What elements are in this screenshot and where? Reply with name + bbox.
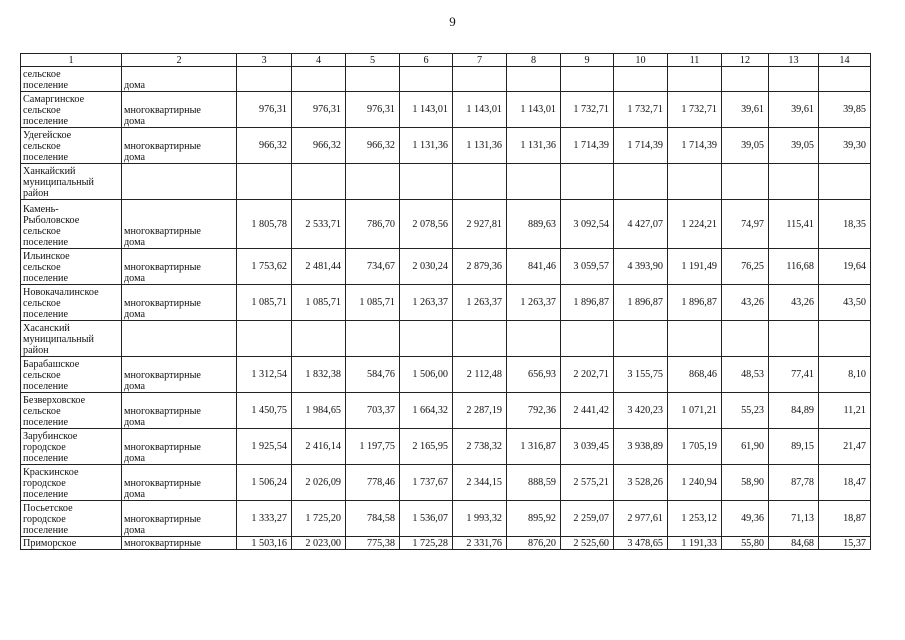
value-cell-col-12 — [722, 164, 769, 200]
value-cell-col-5 — [346, 164, 400, 200]
building-type-cell: многоквартирные дома — [122, 429, 237, 465]
value-cell-col-6: 1 143,01 — [400, 92, 453, 128]
value-cell-col-7: 2 344,15 — [453, 465, 507, 501]
settlement-name-cell: Новокачалинское сельское поселение — [21, 285, 122, 321]
value-cell-col-10: 3 420,23 — [614, 393, 668, 429]
value-cell-col-12: 43,26 — [722, 285, 769, 321]
value-cell-col-8 — [507, 321, 561, 357]
settlement-name-cell: Посьетское городское поселение — [21, 501, 122, 537]
value-cell-col-13: 39,61 — [769, 92, 819, 128]
value-cell-col-14: 43,50 — [819, 285, 871, 321]
table-row — [21, 285, 871, 321]
table-row — [21, 67, 871, 92]
value-cell-col-13: 87,78 — [769, 465, 819, 501]
column-header-5: 5 — [346, 54, 400, 67]
value-cell-col-6: 1 506,00 — [400, 357, 453, 393]
value-cell-col-4: 2 026,09 — [292, 465, 346, 501]
value-cell-col-4: 1 984,65 — [292, 393, 346, 429]
building-type-cell: многоквартирные дома — [122, 249, 237, 285]
value-cell-col-14: 18,47 — [819, 465, 871, 501]
value-cell-col-3: 1 506,24 — [237, 465, 292, 501]
settlement-name-cell: сельское поселение — [21, 67, 122, 92]
settlement-name-cell: Барабашское сельское поселение — [21, 357, 122, 393]
value-cell-col-7: 1 993,32 — [453, 501, 507, 537]
value-cell-col-9: 2 525,60 — [561, 537, 614, 550]
value-cell-col-11 — [668, 67, 722, 92]
settlement-name-cell: Камень- Рыболовское сельское поселение — [21, 200, 122, 249]
value-cell-col-5 — [346, 67, 400, 92]
building-type-cell: многоквартирные дома — [122, 465, 237, 501]
value-cell-col-13: 115,41 — [769, 200, 819, 249]
building-type-cell: дома — [122, 67, 237, 92]
value-cell-col-5: 703,37 — [346, 393, 400, 429]
value-cell-col-3: 1 333,27 — [237, 501, 292, 537]
value-cell-col-4 — [292, 67, 346, 92]
value-cell-col-4: 976,31 — [292, 92, 346, 128]
value-cell-col-4: 2 416,14 — [292, 429, 346, 465]
value-cell-col-10: 2 977,61 — [614, 501, 668, 537]
table-row — [21, 92, 871, 128]
value-cell-col-11: 1 240,94 — [668, 465, 722, 501]
building-type-cell — [122, 164, 237, 200]
value-cell-col-5: 778,46 — [346, 465, 400, 501]
table-row — [21, 164, 871, 200]
value-cell-col-6: 2 165,95 — [400, 429, 453, 465]
table-row — [21, 501, 871, 537]
value-cell-col-7: 2 287,19 — [453, 393, 507, 429]
table-row — [21, 321, 871, 357]
column-header-3: 3 — [237, 54, 292, 67]
table-row — [21, 357, 871, 393]
column-header-14: 14 — [819, 54, 871, 67]
value-cell-col-13: 71,13 — [769, 501, 819, 537]
value-cell-col-5: 1 197,75 — [346, 429, 400, 465]
value-cell-col-5: 584,76 — [346, 357, 400, 393]
value-cell-col-4: 2 023,00 — [292, 537, 346, 550]
value-cell-col-9: 1 896,87 — [561, 285, 614, 321]
value-cell-col-5: 775,38 — [346, 537, 400, 550]
column-header-1: 1 — [21, 54, 122, 67]
value-cell-col-4: 966,32 — [292, 128, 346, 164]
value-cell-col-3 — [237, 321, 292, 357]
settlement-name-cell: Ильинское сельское поселение — [21, 249, 122, 285]
value-cell-col-11: 1 253,12 — [668, 501, 722, 537]
value-cell-col-10 — [614, 67, 668, 92]
value-cell-col-8: 889,63 — [507, 200, 561, 249]
value-cell-col-10: 3 938,89 — [614, 429, 668, 465]
value-cell-col-11: 1 071,21 — [668, 393, 722, 429]
value-cell-col-5: 734,67 — [346, 249, 400, 285]
value-cell-col-11: 1 224,21 — [668, 200, 722, 249]
value-cell-col-10: 4 427,07 — [614, 200, 668, 249]
value-cell-col-14 — [819, 321, 871, 357]
value-cell-col-4 — [292, 321, 346, 357]
table-row — [21, 465, 871, 501]
value-cell-col-13: 84,89 — [769, 393, 819, 429]
value-cell-col-5: 966,32 — [346, 128, 400, 164]
value-cell-col-4: 1 725,20 — [292, 501, 346, 537]
value-cell-col-4 — [292, 164, 346, 200]
value-cell-col-10: 1 732,71 — [614, 92, 668, 128]
value-cell-col-3: 1 925,54 — [237, 429, 292, 465]
value-cell-col-9: 2 202,71 — [561, 357, 614, 393]
value-cell-col-10 — [614, 321, 668, 357]
value-cell-col-6 — [400, 164, 453, 200]
value-cell-col-10: 1 896,87 — [614, 285, 668, 321]
value-cell-col-12: 48,53 — [722, 357, 769, 393]
value-cell-col-14 — [819, 164, 871, 200]
value-cell-col-5: 784,58 — [346, 501, 400, 537]
column-header-12: 12 — [722, 54, 769, 67]
value-cell-col-11: 1 191,33 — [668, 537, 722, 550]
building-type-cell: многоквартирные дома — [122, 357, 237, 393]
value-cell-col-10: 3 528,26 — [614, 465, 668, 501]
value-cell-col-11 — [668, 321, 722, 357]
value-cell-col-10: 1 714,39 — [614, 128, 668, 164]
value-cell-col-8: 876,20 — [507, 537, 561, 550]
value-cell-col-7 — [453, 164, 507, 200]
value-cell-col-5: 786,70 — [346, 200, 400, 249]
building-type-cell: многоквартирные дома — [122, 285, 237, 321]
column-header-7: 7 — [453, 54, 507, 67]
value-cell-col-14: 15,37 — [819, 537, 871, 550]
value-cell-col-14 — [819, 67, 871, 92]
table-row — [21, 128, 871, 164]
value-cell-col-12: 39,05 — [722, 128, 769, 164]
page-number: 9 — [449, 14, 456, 29]
value-cell-col-9: 1 732,71 — [561, 92, 614, 128]
table-row — [21, 429, 871, 465]
value-cell-col-3: 1 753,62 — [237, 249, 292, 285]
value-cell-col-7: 2 879,36 — [453, 249, 507, 285]
value-cell-col-13 — [769, 321, 819, 357]
column-header-8: 8 — [507, 54, 561, 67]
value-cell-col-8: 792,36 — [507, 393, 561, 429]
value-cell-col-8: 1 143,01 — [507, 92, 561, 128]
settlement-name-cell: Приморское — [21, 537, 122, 550]
value-cell-col-13: 77,41 — [769, 357, 819, 393]
value-cell-col-13 — [769, 67, 819, 92]
value-cell-col-12: 39,61 — [722, 92, 769, 128]
value-cell-col-4: 1 085,71 — [292, 285, 346, 321]
value-cell-col-12 — [722, 321, 769, 357]
value-cell-col-8: 656,93 — [507, 357, 561, 393]
settlement-name-cell: Безверховское сельское поселение — [21, 393, 122, 429]
column-header-13: 13 — [769, 54, 819, 67]
value-cell-col-5: 976,31 — [346, 92, 400, 128]
value-cell-col-3: 1 450,75 — [237, 393, 292, 429]
value-cell-col-14: 39,30 — [819, 128, 871, 164]
value-cell-col-7: 1 263,37 — [453, 285, 507, 321]
header-row — [21, 54, 871, 67]
value-cell-col-4: 2 533,71 — [292, 200, 346, 249]
settlement-name-cell: Хасанский муниципальный район — [21, 321, 122, 357]
value-cell-col-12: 61,90 — [722, 429, 769, 465]
table-row — [21, 393, 871, 429]
value-cell-col-7 — [453, 321, 507, 357]
value-cell-col-8: 888,59 — [507, 465, 561, 501]
value-cell-col-9 — [561, 67, 614, 92]
value-cell-col-7: 1 131,36 — [453, 128, 507, 164]
value-cell-col-14: 8,10 — [819, 357, 871, 393]
value-cell-col-11: 1 705,19 — [668, 429, 722, 465]
building-type-cell: многоквартирные дома — [122, 200, 237, 249]
value-cell-col-13: 84,68 — [769, 537, 819, 550]
value-cell-col-8: 1 263,37 — [507, 285, 561, 321]
value-cell-col-14: 39,85 — [819, 92, 871, 128]
settlement-name-cell: Ханкайский муниципальный район — [21, 164, 122, 200]
value-cell-col-7: 1 143,01 — [453, 92, 507, 128]
settlement-name-cell: Удегейское сельское поселение — [21, 128, 122, 164]
value-cell-col-3 — [237, 67, 292, 92]
value-cell-col-4: 2 481,44 — [292, 249, 346, 285]
settlement-name-cell: Самаргинское сельское поселение — [21, 92, 122, 128]
value-cell-col-9 — [561, 321, 614, 357]
value-cell-col-14: 18,87 — [819, 501, 871, 537]
table-row — [21, 249, 871, 285]
value-cell-col-6: 2 030,24 — [400, 249, 453, 285]
value-cell-col-6 — [400, 321, 453, 357]
value-cell-col-14: 18,35 — [819, 200, 871, 249]
value-cell-col-5: 1 085,71 — [346, 285, 400, 321]
value-cell-col-13: 39,05 — [769, 128, 819, 164]
value-cell-col-9: 3 059,57 — [561, 249, 614, 285]
settlement-name-cell: Зарубинское городское поселение — [21, 429, 122, 465]
settlement-name-cell: Краскинское городское поселение — [21, 465, 122, 501]
value-cell-col-11: 868,46 — [668, 357, 722, 393]
value-cell-col-3: 1 805,78 — [237, 200, 292, 249]
value-cell-col-6 — [400, 67, 453, 92]
table-row — [21, 200, 871, 249]
value-cell-col-13 — [769, 164, 819, 200]
building-type-cell: многоквартирные дома — [122, 92, 237, 128]
value-cell-col-7: 2 927,81 — [453, 200, 507, 249]
value-cell-col-12: 74,97 — [722, 200, 769, 249]
value-cell-col-11 — [668, 164, 722, 200]
value-cell-col-3 — [237, 164, 292, 200]
value-cell-col-10: 3 155,75 — [614, 357, 668, 393]
value-cell-col-9: 2 575,21 — [561, 465, 614, 501]
building-type-cell: многоквартирные дома — [122, 128, 237, 164]
table-row — [21, 537, 871, 550]
value-cell-col-12: 49,36 — [722, 501, 769, 537]
column-header-6: 6 — [400, 54, 453, 67]
value-cell-col-8: 1 131,36 — [507, 128, 561, 164]
value-cell-col-6: 1 131,36 — [400, 128, 453, 164]
value-cell-col-8: 1 316,87 — [507, 429, 561, 465]
value-cell-col-9: 1 714,39 — [561, 128, 614, 164]
building-type-cell: многоквартирные — [122, 537, 237, 550]
value-cell-col-4: 1 832,38 — [292, 357, 346, 393]
value-cell-col-11: 1 732,71 — [668, 92, 722, 128]
value-cell-col-7: 2 331,76 — [453, 537, 507, 550]
value-cell-col-10 — [614, 164, 668, 200]
value-cell-col-8: 841,46 — [507, 249, 561, 285]
value-cell-col-9: 2 259,07 — [561, 501, 614, 537]
value-cell-col-11: 1 896,87 — [668, 285, 722, 321]
value-cell-col-12: 76,25 — [722, 249, 769, 285]
value-cell-col-9: 3 039,45 — [561, 429, 614, 465]
value-cell-col-3: 1 085,71 — [237, 285, 292, 321]
value-cell-col-12: 58,90 — [722, 465, 769, 501]
value-cell-col-13: 89,15 — [769, 429, 819, 465]
building-type-cell — [122, 321, 237, 357]
value-cell-col-7: 2 112,48 — [453, 357, 507, 393]
value-cell-col-9: 3 092,54 — [561, 200, 614, 249]
value-cell-col-6: 2 078,56 — [400, 200, 453, 249]
value-cell-col-8: 895,92 — [507, 501, 561, 537]
value-cell-col-6: 1 737,67 — [400, 465, 453, 501]
value-cell-col-3: 1 312,54 — [237, 357, 292, 393]
value-cell-col-3: 976,31 — [237, 92, 292, 128]
value-cell-col-11: 1 191,49 — [668, 249, 722, 285]
value-cell-col-8 — [507, 164, 561, 200]
value-cell-col-6: 1 263,37 — [400, 285, 453, 321]
value-cell-col-12: 55,80 — [722, 537, 769, 550]
value-cell-col-8 — [507, 67, 561, 92]
building-type-cell: многоквартирные дома — [122, 393, 237, 429]
column-header-2: 2 — [122, 54, 237, 67]
value-cell-col-14: 19,64 — [819, 249, 871, 285]
value-cell-col-13: 116,68 — [769, 249, 819, 285]
value-cell-col-13: 43,26 — [769, 285, 819, 321]
value-cell-col-6: 1 725,28 — [400, 537, 453, 550]
column-header-9: 9 — [561, 54, 614, 67]
value-cell-col-6: 1 536,07 — [400, 501, 453, 537]
value-cell-col-7 — [453, 67, 507, 92]
column-header-11: 11 — [668, 54, 722, 67]
value-cell-col-3: 966,32 — [237, 128, 292, 164]
value-cell-col-11: 1 714,39 — [668, 128, 722, 164]
value-cell-col-14: 21,47 — [819, 429, 871, 465]
table-body — [21, 67, 871, 550]
value-cell-col-10: 3 478,65 — [614, 537, 668, 550]
value-cell-col-3: 1 503,16 — [237, 537, 292, 550]
value-cell-col-14: 11,21 — [819, 393, 871, 429]
tariff-table — [20, 53, 871, 550]
column-header-4: 4 — [292, 54, 346, 67]
value-cell-col-9: 2 441,42 — [561, 393, 614, 429]
column-header-10: 10 — [614, 54, 668, 67]
building-type-cell: многоквартирные дома — [122, 501, 237, 537]
value-cell-col-6: 1 664,32 — [400, 393, 453, 429]
value-cell-col-9 — [561, 164, 614, 200]
value-cell-col-10: 4 393,90 — [614, 249, 668, 285]
value-cell-col-12: 55,23 — [722, 393, 769, 429]
value-cell-col-12 — [722, 67, 769, 92]
value-cell-col-7: 2 738,32 — [453, 429, 507, 465]
value-cell-col-5 — [346, 321, 400, 357]
